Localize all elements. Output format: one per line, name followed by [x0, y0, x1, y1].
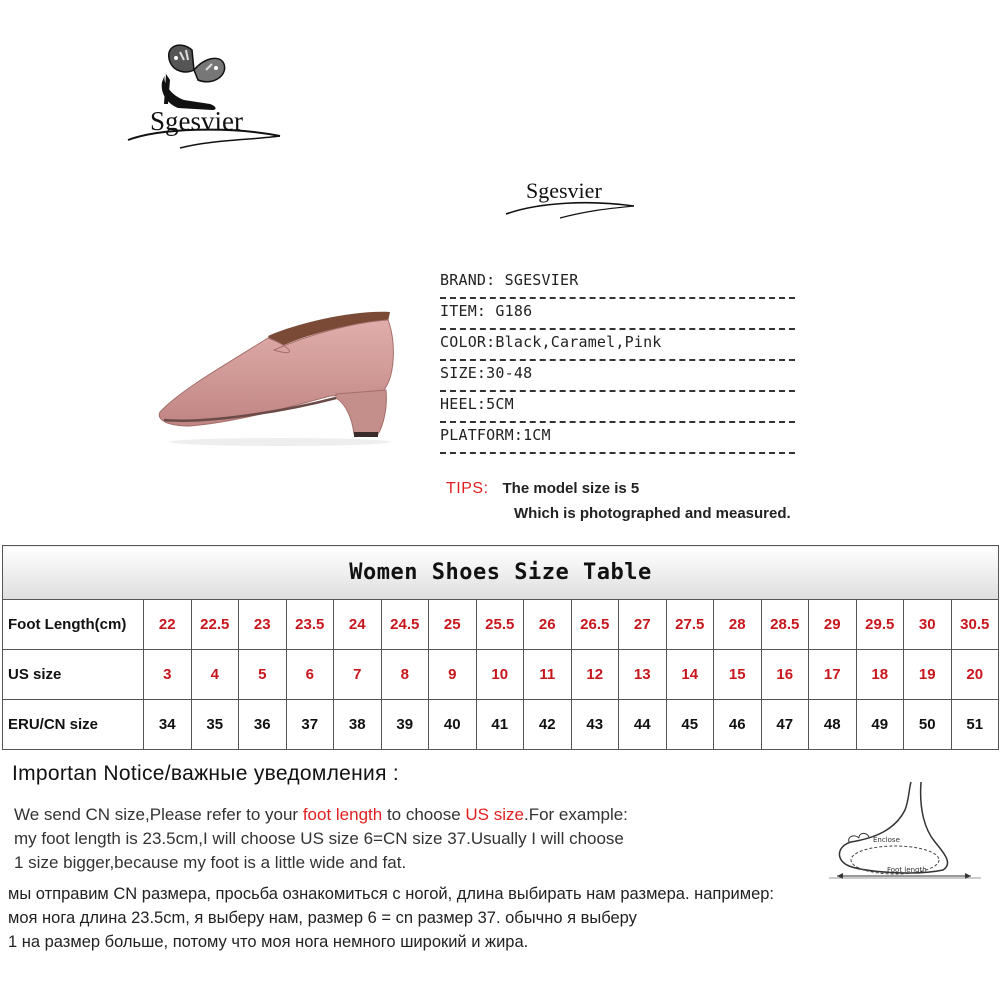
- table-cell: 27: [619, 600, 667, 650]
- row-label: US size: [3, 650, 144, 700]
- table-cell: 38: [334, 700, 382, 750]
- spec-platform: PLATFORM:1CM: [440, 423, 795, 454]
- notice-en-line-1: We send CN size,Please refer to your foot length to choose US size.For example:: [14, 805, 628, 824]
- table-cell: 29: [809, 600, 857, 650]
- size-table: [2, 545, 999, 750]
- table-cell: 23: [239, 600, 287, 650]
- table-cell: 8: [381, 650, 429, 700]
- table-cell: 10: [476, 650, 524, 700]
- table-cell: 22: [144, 600, 192, 650]
- tip-line-1: The model size is 5: [502, 480, 640, 497]
- table-cell: 35: [191, 700, 239, 750]
- table-cell: 18: [856, 650, 904, 700]
- table-cell: 9: [429, 650, 477, 700]
- spec-heel: HEEL:5CM: [440, 392, 795, 423]
- notice-ru-line-2: моя нога длина 23.5cm, я выберу нам, размер 6 = cn размер 37. обычно я выберу: [8, 909, 637, 927]
- spec-color: COLOR:Black,Caramel,Pink: [440, 330, 795, 361]
- table-cell: 28.5: [761, 600, 809, 650]
- table-cell: 24: [334, 600, 382, 650]
- brand-logo: [120, 40, 290, 160]
- brand-logo-small: [500, 170, 640, 225]
- table-cell: 30.5: [951, 600, 999, 650]
- foot-measurement-diagram: [825, 780, 985, 885]
- table-cell: 50: [904, 700, 952, 750]
- table-cell: 6: [286, 650, 334, 700]
- table-cell: 12: [571, 650, 619, 700]
- table-cell: 26.5: [571, 600, 619, 650]
- tips: [446, 480, 791, 522]
- table-cell: 19: [904, 650, 952, 700]
- table-cell: 30: [904, 600, 952, 650]
- size-table-title: Women Shoes Size Table: [3, 546, 999, 600]
- table-cell: 51: [951, 700, 999, 750]
- notice-en-line-2: my foot length is 23.5cm,I will choose US size 6=CN size 37.Usually I will choose: [14, 829, 624, 848]
- table-cell: 13: [619, 650, 667, 700]
- product-image: [150, 300, 410, 450]
- highlight-foot-length: foot length: [302, 805, 383, 824]
- brand-logo-text: Sgesvier: [150, 106, 243, 136]
- table-cell: 29.5: [856, 600, 904, 650]
- table-cell: 20: [951, 650, 999, 700]
- table-cell: 26: [524, 600, 572, 650]
- table-cell: 47: [761, 700, 809, 750]
- table-cell: 17: [809, 650, 857, 700]
- table-cell: 34: [144, 700, 192, 750]
- table-cell: 25.5: [476, 600, 524, 650]
- table-cell: 22.5: [191, 600, 239, 650]
- table-cell: 37: [286, 700, 334, 750]
- tips-label: TIPS:: [446, 480, 489, 497]
- table-cell: 5: [239, 650, 287, 700]
- spec-size: SIZE:30-48: [440, 361, 795, 392]
- highlight-us-size: US size: [465, 805, 524, 824]
- notice-en-line-3: 1 size bigger,because my foot is a little wide and fat.: [14, 853, 407, 872]
- tip-line-2: Which is photographed and measured.: [514, 505, 791, 522]
- row-label: ERU/CN size: [3, 700, 144, 750]
- notice-title: Importan Notice/важные уведомления :: [12, 762, 400, 785]
- table-cell: 48: [809, 700, 857, 750]
- table-cell: 14: [666, 650, 714, 700]
- table-row: [3, 650, 999, 700]
- table-cell: 49: [856, 700, 904, 750]
- brand-logo-small-text: Sgesvier: [526, 178, 602, 203]
- table-cell: 15: [714, 650, 762, 700]
- table-cell: 16: [761, 650, 809, 700]
- table-cell: 42: [524, 700, 572, 750]
- table-cell: 44: [619, 700, 667, 750]
- table-cell: 3: [144, 650, 192, 700]
- table-cell: 24.5: [381, 600, 429, 650]
- table-cell: 43: [571, 700, 619, 750]
- foot-length-label: Foot length: [887, 866, 927, 874]
- foot-icon: [825, 780, 985, 885]
- table-cell: 36: [239, 700, 287, 750]
- enclose-label: Enclose: [873, 836, 900, 844]
- table-cell: 40: [429, 700, 477, 750]
- notice-english: [14, 803, 628, 875]
- table-cell: 27.5: [666, 600, 714, 650]
- table-cell: 45: [666, 700, 714, 750]
- notice-russian: [8, 882, 774, 954]
- table-cell: 25: [429, 600, 477, 650]
- table-row: [3, 600, 999, 650]
- table-cell: 7: [334, 650, 382, 700]
- table-cell: 23.5: [286, 600, 334, 650]
- butterfly-heel-icon: [120, 40, 290, 160]
- table-cell: 28: [714, 600, 762, 650]
- table-cell: 11: [524, 650, 572, 700]
- table-cell: 41: [476, 700, 524, 750]
- table-cell: 39: [381, 700, 429, 750]
- table-row: [3, 700, 999, 750]
- spec-list: [440, 268, 795, 454]
- notice-ru-line-1: мы отправим CN размера, просьба ознакомиться с ногой, длина выбирать нам размера. например:: [8, 885, 775, 903]
- notice-ru-line-3: 1 на размер больше, потому что моя нога немного широкий и жира.: [8, 933, 529, 951]
- spec-item: ITEM: G186: [440, 299, 795, 330]
- table-cell: 4: [191, 650, 239, 700]
- spec-brand: BRAND: SGESVIER: [440, 268, 795, 299]
- table-cell: 46: [714, 700, 762, 750]
- row-label: Foot Length(cm): [3, 600, 144, 650]
